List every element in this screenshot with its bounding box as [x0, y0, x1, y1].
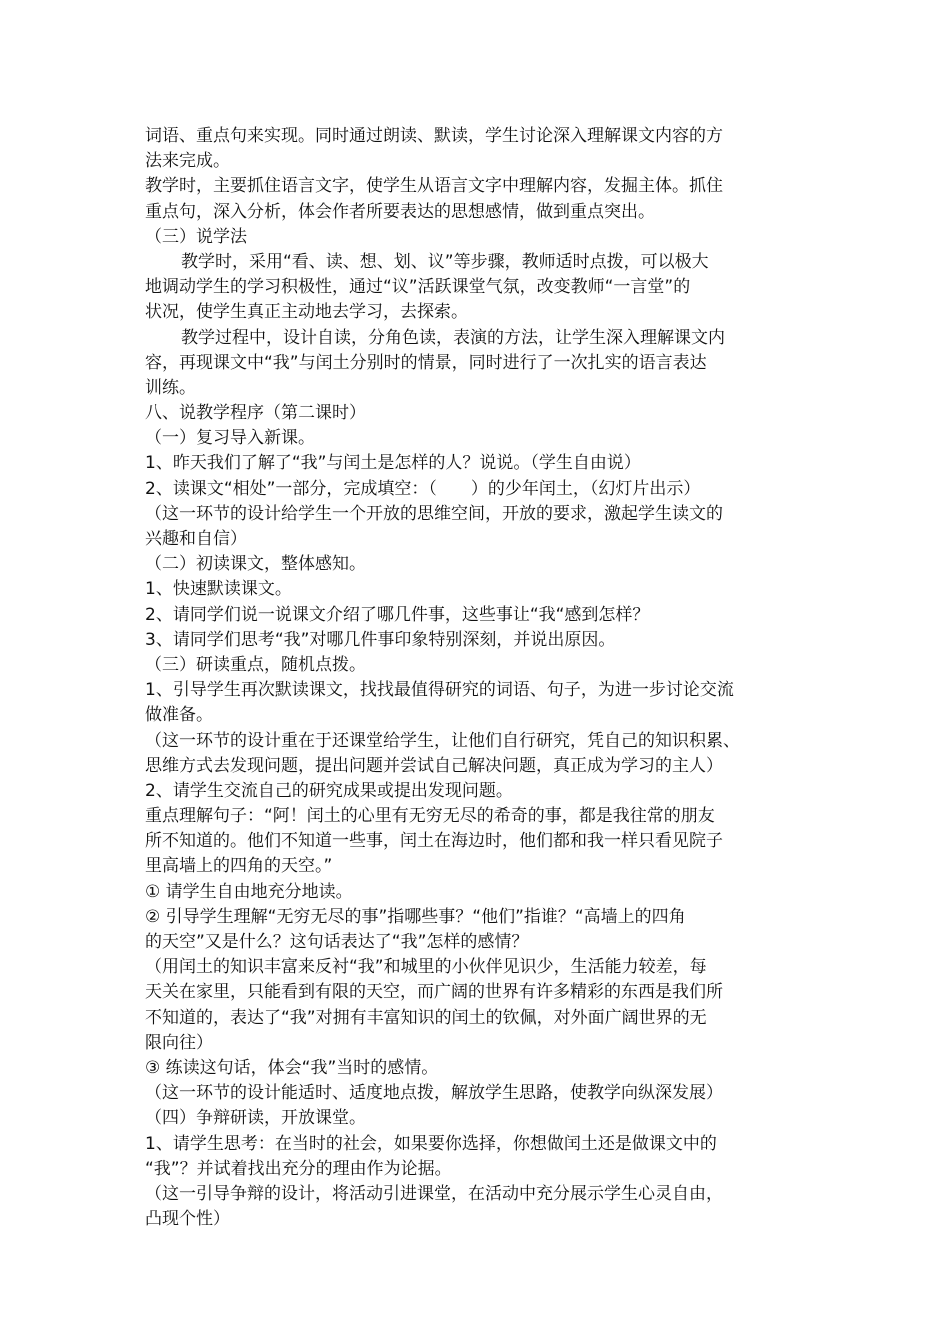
text-line: 重点理解句子：“阿！闰土的心里有无穷无尽的希奇的事，都是我往常的朋友	[145, 806, 715, 827]
text-line: 1、昨天我们了解了“我”与闰土是怎样的人？说说。（学生自由说）	[145, 453, 641, 474]
text-line: （这一环节的设计给学生一个开放的思维空间，开放的要求，激起学生读文的	[145, 503, 723, 524]
text-line: 限向往）	[145, 1032, 213, 1053]
text-line: 教学时，采用“看、读、想、划、议”等步骤，教师适时点拨，可以极大	[181, 251, 709, 272]
text-line: （这一环节的设计重在于还课堂给学生，让他们自行研究，凭自己的知识积累、	[145, 730, 740, 751]
text-line: 不知道的，表达了“我”对拥有丰富知识的闰土的钦佩，对外面广阔世界的无	[145, 1007, 707, 1028]
text-line: 思维方式去发现问题，提出问题并尝试自己解决问题，真正成为学习的主人）	[145, 755, 723, 776]
text-line: 2、请学生交流自己的研究成果或提出发现问题。	[145, 780, 513, 801]
document-body	[145, 124, 825, 1232]
text-line: ② 引导学生理解“无穷无尽的事”指哪些事？“他们”指谁？“高墙上的四角	[145, 906, 686, 927]
section-heading: （四）争辩研读，开放课堂。	[145, 1108, 366, 1129]
section-heading: （一）复习导入新课。	[145, 428, 315, 449]
text-line: “我”？并试着找出充分的理由作为论据。	[145, 1158, 452, 1179]
text-line: 的天空”又是什么？这句话表达了“我”怎样的感情？	[145, 932, 529, 952]
text-line: 天关在家里，只能看到有限的天空，而广阔的世界有许多精彩的东西是我们所	[145, 982, 723, 1003]
text-line: 状况，使学生真正主动地去学习，去探索。	[145, 302, 468, 323]
text-line: 重点句，深入分析，体会作者所要表达的思想感情，做到重点突出。	[145, 201, 655, 222]
text-line: 教学时，主要抓住语言文字，使学生从语言文字中理解内容，发掘主体。抓住	[145, 176, 723, 197]
text-line: 2、读课文“相处”一部分，完成填空：（ ）的少年闰土，（幻灯片出示）	[145, 478, 701, 499]
text-line: 凸现个性）	[145, 1209, 230, 1230]
text-line: 1、引导学生再次默读课文，找找最值得研究的词语、句子，为进一步讨论交流	[145, 680, 734, 701]
text-line: ③ 练读这句话，体会“我”当时的感情。	[145, 1057, 439, 1078]
text-line: 教学过程中，设计自读，分角色读，表演的方法，让学生深入理解课文内	[181, 327, 725, 348]
text-line: 容，再现课文中“我”与闰土分别时的情景，同时进行了一次扎实的语言表达	[145, 352, 707, 373]
section-heading: （三）说学法	[145, 226, 247, 247]
text-line: ① 请学生自由地充分地读。	[145, 881, 353, 902]
text-line: 兴趣和自信）	[145, 529, 247, 549]
text-line: 做准备。	[145, 705, 213, 726]
text-line: 词语、重点句来实现。同时通过朗读、默读，学生讨论深入理解课文内容的方	[145, 126, 723, 146]
text-line: 1、请学生思考：在当时的社会，如果要你选择，你想做闰土还是做课文中的	[145, 1133, 717, 1154]
section-heading: （三）研读重点，随机点拨。	[145, 654, 366, 675]
text-line: 训练。	[145, 377, 196, 398]
text-line: （这一引导争辩的设计，将活动引进课堂，在活动中充分展示学生心灵自由，	[145, 1183, 723, 1204]
text-line: （用闰土的知识丰富来反衬“我”和城里的小伙伴见识少，生活能力较差，每	[145, 957, 707, 978]
text-line: （这一环节的设计能适时、适度地点拨，解放学生思路，使教学向纵深发展）	[145, 1083, 723, 1104]
text-line: 里高墙上的四角的天空。”	[145, 856, 333, 877]
text-line: 所不知道的。他们不知道一些事，闰土在海边时，他们都和我一样只看见院子	[145, 831, 723, 852]
text-line: 1、快速默读课文。	[145, 579, 292, 600]
text-line: 地调动学生的学习积极性，通过“议”活跃课堂气氛，改变教师“一言堂”的	[145, 277, 691, 298]
section-heading: （二）初读课文，整体感知。	[145, 554, 366, 575]
section-heading: 八、说教学程序（第二课时）	[145, 403, 366, 424]
text-line: 3、请同学们思考“我”对哪几件事印象特别深刻，并说出原因。	[145, 629, 616, 650]
text-line: 法来完成。	[145, 151, 230, 172]
text-line: 2、请同学们说一说课文介绍了哪几件事，这些事让“我“感到怎样？	[145, 604, 650, 625]
